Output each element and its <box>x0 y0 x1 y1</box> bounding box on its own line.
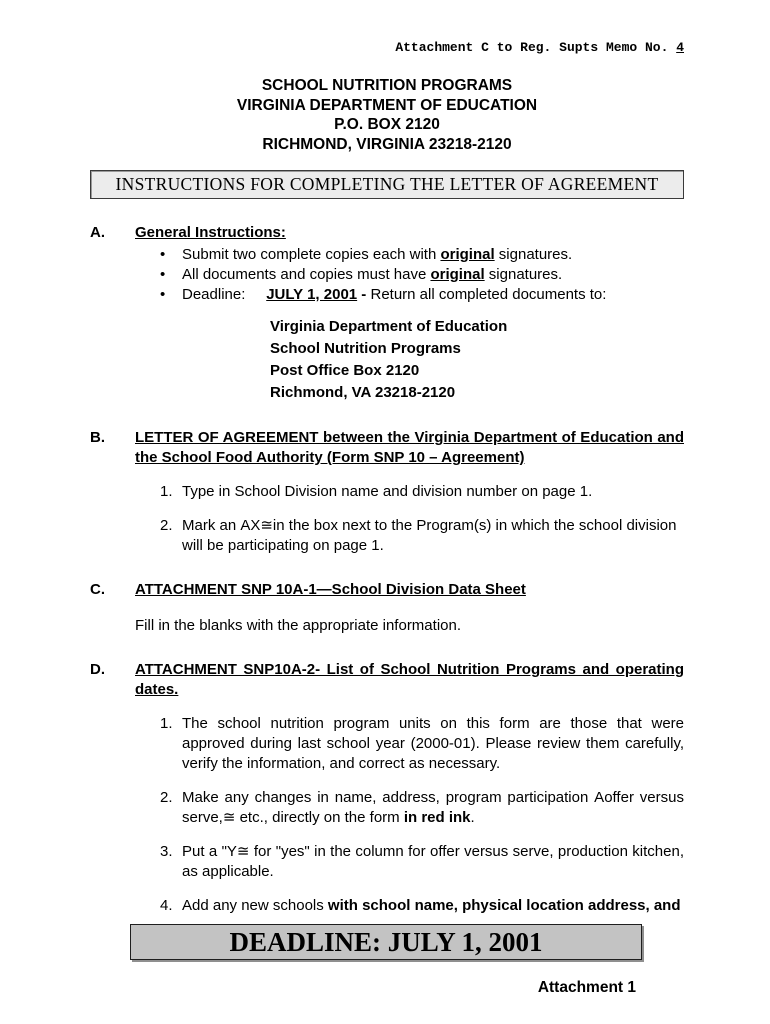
numbered-item <box>160 516 684 556</box>
footer-attachment-label: Attachment 1 <box>537 979 636 996</box>
section-c-text: Fill in the blanks with the appropriate information. <box>135 617 462 634</box>
deadline-banner: DEADLINE: JULY 1, 2001 <box>130 924 642 960</box>
letterhead-line: VIRGINIA DEPARTMENT OF EDUCATION <box>236 96 538 114</box>
item-text: Mark an ΑX≅in the box next to the Program(s) in which the school division will be participating on page 1. <box>182 517 677 554</box>
bullet-item <box>160 265 684 285</box>
return-address-block <box>270 316 684 404</box>
memo-number: 4 <box>676 40 684 55</box>
numbered-item <box>160 482 684 502</box>
section-b-label: B. <box>90 429 105 446</box>
item-number: 1. <box>160 483 173 500</box>
section-a-body <box>135 223 684 404</box>
bullet-item <box>160 245 684 265</box>
item-text: Make any changes in name, address, program participation Αoffer versus serve,≅ etc., directly on the form in red ink. <box>182 789 684 826</box>
letterhead <box>90 76 684 154</box>
section-d-heading: ATTACHMENT SNP10A-2- List of School Nutrition Programs and operating dates. <box>135 661 684 698</box>
bullet-text: Submit two complete copies each with original signatures. <box>182 246 573 263</box>
letterhead-line: P.O. BOX 2120 <box>334 116 440 133</box>
section-d-label: D. <box>90 661 105 678</box>
section-d <box>90 660 684 916</box>
item-number: 3. <box>160 843 173 860</box>
bullet-text: Deadline: JULY 1, 2001 - Return all completed documents to: <box>182 286 607 303</box>
letterhead-line: SCHOOL NUTRITION PROGRAMS <box>261 77 513 94</box>
item-number: 4. <box>160 897 173 914</box>
section-c <box>90 580 684 636</box>
section-c-heading: ATTACHMENT SNP 10A-1—School Division Data Sheet <box>135 581 526 598</box>
item-text: Type in School Division name and division number on page 1. <box>182 483 593 500</box>
section-b <box>90 428 684 556</box>
return-address-line: Richmond, VA 23218-2120 <box>270 384 456 401</box>
section-a-heading: General Instructions: <box>135 224 286 241</box>
numbered-item <box>160 714 684 774</box>
section-c-label: C. <box>90 581 105 598</box>
section-c-body <box>135 580 684 636</box>
bullet-list <box>135 245 684 305</box>
numbered-item <box>160 788 684 828</box>
return-address-line: School Nutrition Programs <box>270 340 461 357</box>
numbered-item <box>160 842 684 882</box>
bullet-icon: • <box>160 286 166 303</box>
section-b-body <box>135 428 684 556</box>
bullet-text: All documents and copies must have original signatures. <box>182 266 563 283</box>
bullet-icon: • <box>160 246 166 263</box>
item-text: Add any new schools with school name, physical location address, and <box>182 897 681 914</box>
bullet-icon: • <box>160 266 166 283</box>
memo-reference <box>90 38 684 58</box>
return-address-line: Virginia Department of Education <box>270 318 508 335</box>
letterhead-line: RICHMOND, VIRGINIA 23218-2120 <box>262 135 512 153</box>
bullet-item <box>160 285 684 305</box>
title-box <box>90 170 684 199</box>
section-d-body <box>135 660 684 916</box>
item-text: The school nutrition program units on this form are those that were approved during last school year (2000-01). Please review them carefully, verify the information, and correct as necessary. <box>182 715 684 772</box>
section-a <box>90 223 684 404</box>
item-number: 2. <box>160 789 173 806</box>
title-box-text: INSTRUCTIONS FOR COMPLETING THE LETTER OF AGREEMENT <box>115 174 659 194</box>
return-address-line: Post Office Box 2120 <box>270 362 420 379</box>
memo-reference-text: Attachment C to Reg. Supts Memo No. <box>395 40 677 55</box>
numbered-item <box>160 896 684 916</box>
item-number: 2. <box>160 517 173 534</box>
item-text: Put a "Y≅ for "yes" in the column for offer versus serve, production kitchen, as applicable. <box>182 843 684 880</box>
item-number: 1. <box>160 715 173 732</box>
section-b-heading: LETTER OF AGREEMENT between the Virginia Department of Education and the School Food Authority (Form SNP 10 – Agreement) <box>135 429 684 466</box>
section-a-label: A. <box>90 224 105 241</box>
